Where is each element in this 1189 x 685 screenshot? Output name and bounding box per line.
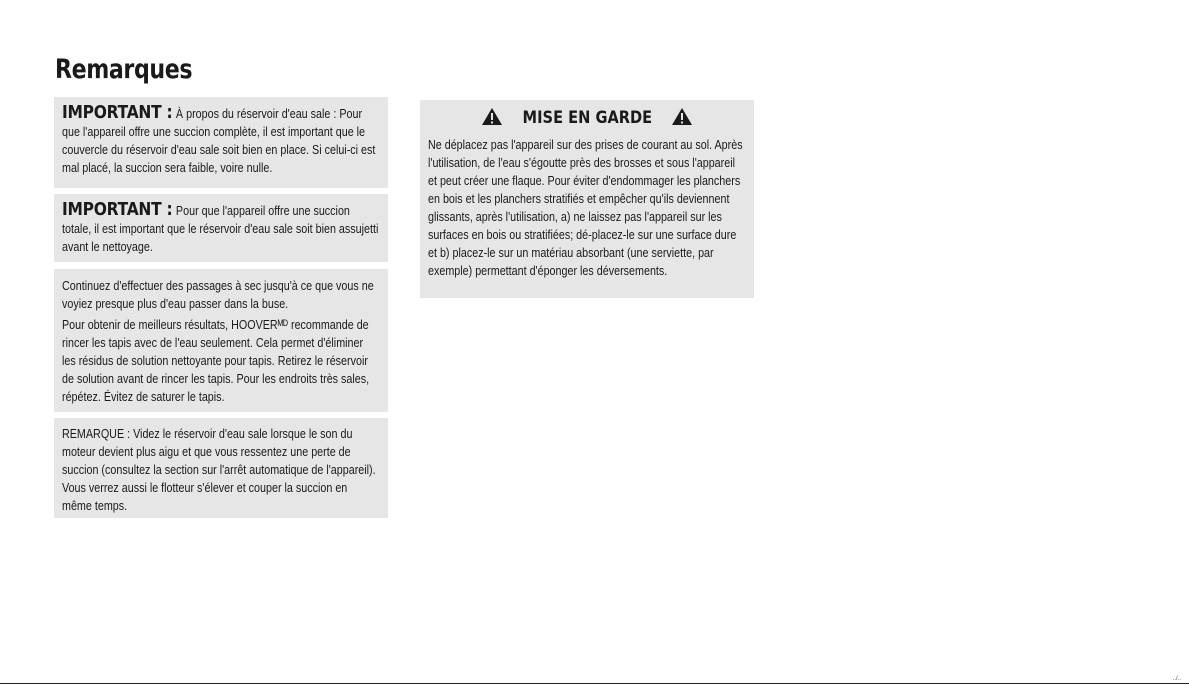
important-box-lid	[54, 97, 388, 188]
dry-pass-box	[54, 269, 388, 412]
important-box-tank	[54, 194, 388, 262]
important-lid-text: À propos du réservoir d'eau sale : Pour que l'appareil offre une succion complète, il est important que le couvercle du réservoir d'eau sale soit bien en place. Si celui-ci est mal placé, la succion sera faible, voire nulle.	[62, 107, 376, 175]
important-lid-paragraph	[62, 104, 379, 177]
caution-paragraph: Ne déplacez pas l'appareil sur des prises de courant au sol. Après l'utilisation, de l'eau s'égoutte près des brosses et sous l'appareil et peut créer une flaque. Pour éviter d'endommager les planchers en bois et les planchers stratifiés et empêcher qu'ils deviennent glissants, après l'utilisation, a) ne laissez pas l'appareil sur les surfaces en bois ou stratifiées; dé-placez-le sur une surface dure et b) placez-le sur un matériau absorbant (une serviette, par exemple) permettant d'éponger les déversements.	[428, 138, 743, 278]
rinse-recommendation-paragraph: Pour obtenir de meilleurs résultats, HOOVERᴹᴰ recommande de rincer les tapis avec de l'eau seulement. Cela permet d'éliminer les résidus de solution nettoyante pour tapis. Retirez le réservoir de solution avant de rincer les tapis. Pour les endroits très sales, répétez. Évitez de saturer le tapis.	[62, 318, 370, 404]
dry-pass-paragraph: Continuez d'effectuer des passages à sec jusqu'à ce que vous ne voyiez presque plus d'eau passer dans la buse.	[62, 279, 374, 311]
note-box	[54, 418, 388, 518]
caution-heading	[428, 107, 746, 132]
page-mark: ../..	[1172, 676, 1181, 682]
caution-box	[420, 100, 754, 298]
important-label: IMPORTANT :	[62, 102, 173, 123]
warning-triangle-icon	[481, 107, 503, 132]
bottom-rule	[0, 683, 1189, 684]
important-tank-text: Pour que l'appareil offre une succion totale, il est important que le réservoir d'eau sale soit bien assujetti avant le nettoyage.	[62, 204, 379, 254]
important-tank-paragraph	[62, 201, 379, 256]
note-paragraph: REMARQUE : Videz le réservoir d'eau sale lorsque le son du moteur devient plus aigu et que vous ressentez une perte de succion (consultez la section sur l'arrêt automatique de l'appareil). Vous verrez aussi le flotteur s'élever et couper la succion en même temps.	[62, 427, 376, 513]
important-label: IMPORTANT :	[62, 199, 173, 220]
page-title: Remarques	[55, 54, 193, 85]
caution-heading-text: MISE EN GARDE	[522, 108, 652, 128]
warning-triangle-icon	[671, 107, 693, 132]
